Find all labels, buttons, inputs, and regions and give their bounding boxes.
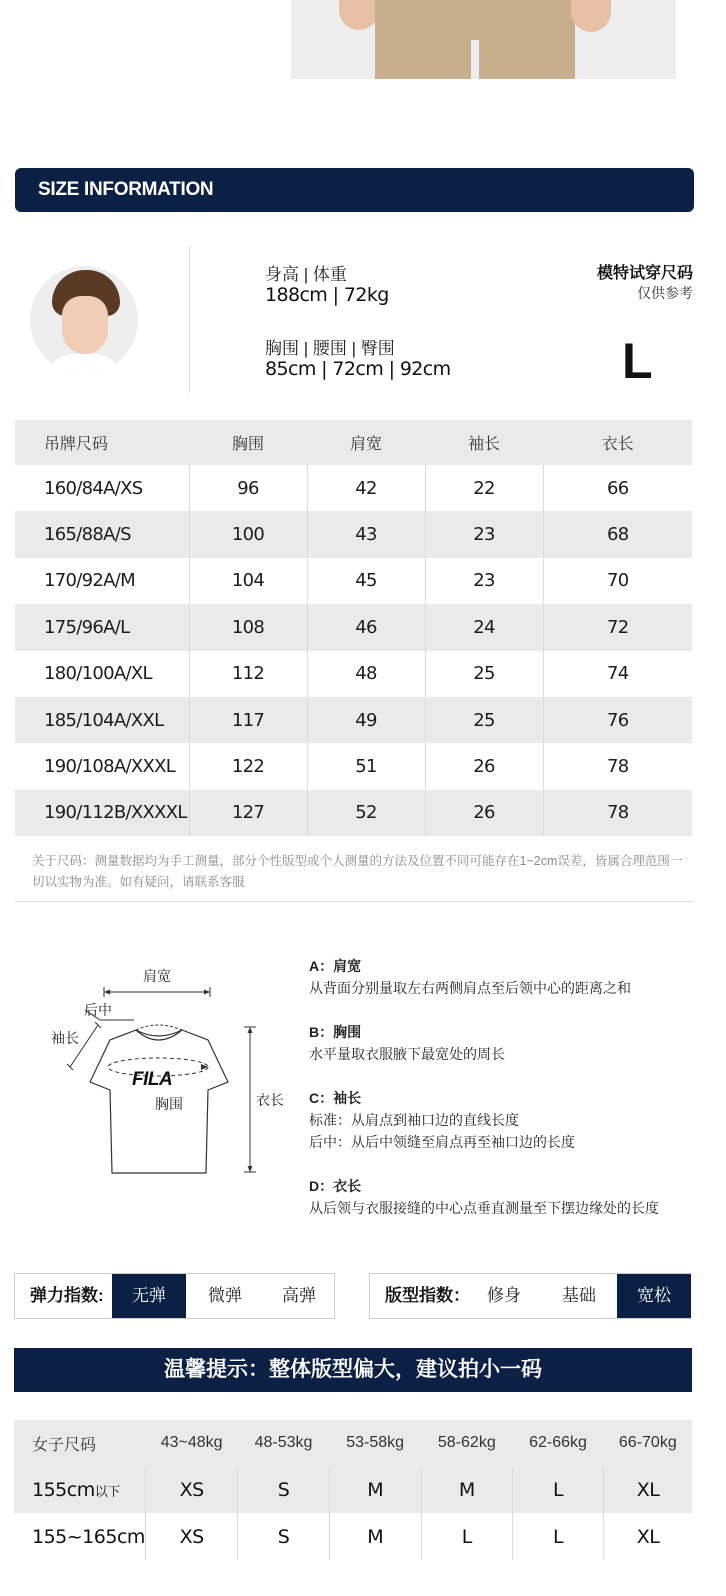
measurements-label: 胸围 | 腰围 | 臀围 xyxy=(265,339,395,358)
table-cell: S xyxy=(238,1466,329,1513)
model-fit-title: 模特试穿尺码 xyxy=(596,265,693,282)
table-cell: 26 xyxy=(425,790,543,836)
definition-length xyxy=(309,1175,659,1219)
definition-text: 从背面分别量取左右两侧肩点至后领中心的距离之和 xyxy=(309,980,631,996)
definition-shoulder xyxy=(309,955,631,999)
definition-title: A：肩宽 xyxy=(309,958,362,974)
table-header: 62-66kg xyxy=(512,1420,603,1466)
divider xyxy=(189,246,190,393)
fit-option-loose: 宽松 xyxy=(617,1274,691,1318)
table-row xyxy=(15,651,692,697)
table-header: 袖长 xyxy=(425,420,543,465)
table-row xyxy=(14,1513,692,1560)
table-cell: 23 xyxy=(425,511,543,557)
table-cell: 117 xyxy=(189,697,307,743)
definition-text: 从后领与衣服接缝的中心点垂直测量至下摆边缘处的长度 xyxy=(309,1200,659,1216)
definition-title: B：胸围 xyxy=(309,1024,362,1040)
diagram-label-sleeve: 袖长 xyxy=(51,1030,79,1046)
table-cell: 51 xyxy=(307,743,425,789)
table-cell: 104 xyxy=(189,558,307,604)
height-suffix: 以下 xyxy=(94,1483,120,1499)
table-header-row xyxy=(14,1420,692,1466)
table-cell: 190/108A/XXXL xyxy=(44,756,176,778)
table-cell: 46 xyxy=(307,604,425,650)
table-cell: 96 xyxy=(189,465,307,511)
elasticity-label: 弹力指数: xyxy=(30,1286,104,1305)
table-row xyxy=(15,465,692,511)
fit-index xyxy=(369,1273,691,1319)
women-size-table xyxy=(14,1420,692,1560)
table-cell xyxy=(14,1466,145,1513)
table-cell: 180/100A/XL xyxy=(44,663,152,685)
table-cell: 42 xyxy=(307,465,425,511)
table-header: 女子尺码 xyxy=(14,1420,145,1466)
table-cell: 175/96A/L xyxy=(15,604,189,650)
table-cell: 48 xyxy=(307,651,425,697)
table-cell: 43 xyxy=(307,511,425,557)
table-header: 43~48kg xyxy=(145,1420,237,1466)
table-cell: 185/104A/XXL xyxy=(15,697,189,743)
table-row xyxy=(15,743,692,789)
diagram-label-length: 衣长 xyxy=(256,1092,284,1108)
measurements-value: 85cm | 72cm | 92cm xyxy=(265,358,451,380)
definition-text: 后中：从后中领缝至肩点再至袖口边的长度 xyxy=(309,1134,575,1150)
fit-option-regular: 基础 xyxy=(562,1286,596,1305)
table-cell: 122 xyxy=(189,743,307,789)
diagram-label-chest: 胸围 xyxy=(155,1096,183,1112)
definition-sleeve xyxy=(309,1087,575,1153)
fit-index-label: 版型指数： xyxy=(385,1286,470,1305)
table-cell: 23 xyxy=(425,558,543,604)
divider xyxy=(15,901,693,902)
table-cell: 68 xyxy=(543,511,692,557)
table-cell: 78 xyxy=(543,790,692,836)
table-row xyxy=(15,604,692,650)
table-cell: 24 xyxy=(425,604,543,650)
size-note: 关于尺码：测量数据均为手工测量，部分个性版型或个人测量的方法及位置不同可能存在1~2cm误差，皆属合理范围一切以实物为准。如有疑问，请联系客服 xyxy=(32,854,683,889)
definition-text: 标准：从肩点到袖口边的直线长度 xyxy=(309,1112,519,1128)
fit-option-slim: 修身 xyxy=(487,1286,521,1305)
table-cell: XS xyxy=(145,1513,237,1560)
table-row xyxy=(14,1466,692,1513)
table-cell: 25 xyxy=(425,651,543,697)
model-fit-subtitle: 仅供参考 xyxy=(637,285,693,301)
table-cell: M xyxy=(329,1513,421,1560)
definition-title: C：袖长 xyxy=(309,1090,362,1106)
table-cell: 127 xyxy=(189,790,307,836)
elasticity-index xyxy=(14,1273,335,1319)
table-header: 53-58kg xyxy=(329,1420,421,1466)
elasticity-option-none: 无弹 xyxy=(112,1274,186,1318)
table-cell: S xyxy=(238,1513,329,1560)
table-row xyxy=(15,790,692,836)
model-fit-size: L xyxy=(622,333,653,389)
table-cell: 190/112B/XXXXL xyxy=(15,790,189,836)
table-cell: M xyxy=(421,1466,512,1513)
definition-chest xyxy=(309,1021,505,1065)
table-row xyxy=(15,558,692,604)
table-cell: 52 xyxy=(307,790,425,836)
height-value: 155cm xyxy=(32,1478,95,1501)
table-cell: XS xyxy=(145,1466,237,1513)
tshirt-diagram xyxy=(40,960,300,1190)
table-cell: M xyxy=(329,1466,421,1513)
table-cell: 72 xyxy=(543,604,692,650)
section-title: SIZE INFORMATION xyxy=(38,179,214,200)
diagram-label-back-center: 后中 xyxy=(84,1002,112,1018)
table-cell: 66 xyxy=(543,465,692,511)
size-information-header xyxy=(15,168,694,212)
diagram-label-shoulder: 肩宽 xyxy=(143,968,171,984)
table-cell: 70 xyxy=(543,558,692,604)
table-header: 胸围 xyxy=(189,420,307,465)
table-cell: 76 xyxy=(543,697,692,743)
table-cell: 112 xyxy=(189,651,307,697)
table-cell: 49 xyxy=(307,697,425,743)
table-cell: 170/92A/M xyxy=(44,570,135,592)
fila-logo: FILA xyxy=(132,1069,173,1090)
product-photo xyxy=(291,0,676,79)
model-avatar xyxy=(30,266,138,374)
table-header: 48-53kg xyxy=(238,1420,329,1466)
table-cell xyxy=(14,1513,145,1560)
table-cell: 165/88A/S xyxy=(15,511,189,557)
table-cell: 22 xyxy=(425,465,543,511)
table-cell: L xyxy=(421,1513,512,1560)
definition-title: D：衣长 xyxy=(309,1178,362,1194)
table-header: 66-70kg xyxy=(604,1420,692,1466)
table-header-row xyxy=(15,420,692,465)
table-cell: 108 xyxy=(189,604,307,650)
tip-banner: 温馨提示：整体版型偏大，建议拍小一码 xyxy=(14,1348,692,1392)
height-weight-value: 188cm | 72kg xyxy=(265,284,389,306)
table-cell: 100 xyxy=(189,511,307,557)
table-cell: L xyxy=(512,1513,603,1560)
table-row xyxy=(15,697,692,743)
table-row xyxy=(15,511,692,557)
elasticity-option-slight: 微弹 xyxy=(208,1286,242,1305)
table-cell: XL xyxy=(604,1466,692,1513)
definition-text: 水平量取衣服腋下最宽处的周长 xyxy=(309,1046,505,1062)
table-header: 肩宽 xyxy=(307,420,425,465)
table-cell: 160/84A/XS xyxy=(44,477,143,499)
table-cell: 26 xyxy=(425,743,543,789)
height-value: 155~165cm xyxy=(32,1525,145,1548)
size-table xyxy=(15,420,692,836)
table-cell: XL xyxy=(604,1513,692,1560)
table-cell: 74 xyxy=(543,651,692,697)
table-cell: L xyxy=(512,1466,603,1513)
table-cell: 25 xyxy=(425,697,543,743)
height-weight-label: 身高 | 体重 xyxy=(265,265,347,284)
table-header: 58-62kg xyxy=(421,1420,512,1466)
table-header: 吊牌尺码 xyxy=(15,420,189,465)
table-cell: 45 xyxy=(307,558,425,604)
elasticity-option-high: 高弹 xyxy=(282,1286,316,1305)
table-header: 衣长 xyxy=(543,420,692,465)
table-cell: 78 xyxy=(543,743,692,789)
